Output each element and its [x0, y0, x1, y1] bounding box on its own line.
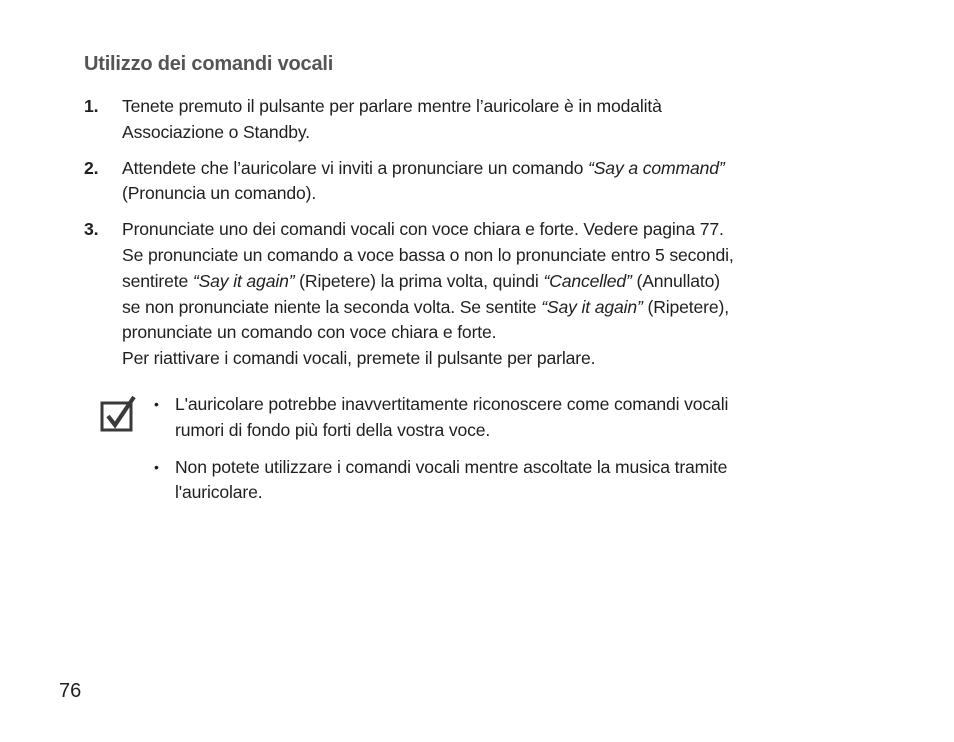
step-text-line: (Pronuncia un comando). — [122, 183, 317, 204]
note-text-line: Non potete utilizzare i comandi vocali mentre ascoltate la musica tramite — [175, 456, 728, 477]
voice-prompt-quote: “Say it again” — [192, 270, 295, 291]
note-text-line: L'auricolare potrebbe inavvertitamente riconoscere come comandi vocali — [175, 394, 729, 414]
step-item — [84, 217, 864, 372]
step-text-line: Associazione o Standby. — [122, 121, 310, 142]
note-text-line: rumori di fondo più forti della vostra voce. — [175, 419, 491, 440]
step-text: (Annullato) — [631, 270, 720, 291]
step-text-line: Pronunciate uno dei comandi vocali con voce chiara e forte. Vedere pagina 77. — [122, 219, 724, 240]
step-text-line: Per riattivare i comandi vocali, premete il pulsante per parlare. — [122, 348, 596, 369]
step-text-line — [122, 269, 864, 295]
step-text-line — [122, 156, 864, 182]
step-text-line: Se pronunciate un comando a voce bassa o non lo pronunciate entro 5 secondi, — [122, 244, 734, 265]
step-item — [84, 156, 864, 208]
note-item — [152, 455, 862, 507]
step-text-line — [122, 295, 864, 321]
step-text-line: pronunciate un comando con voce chiara e forte. — [122, 322, 497, 343]
bullet: • — [154, 458, 159, 475]
section-heading: Utilizzo dei comandi vocali — [84, 53, 334, 75]
checkmark-box-icon — [100, 396, 136, 432]
step-number: 2. — [84, 157, 99, 178]
steps-list — [84, 94, 864, 372]
step-text: (Ripetere) la prima volta, quindi — [294, 270, 544, 291]
step-text: (Ripetere), — [642, 296, 729, 317]
voice-prompt-quote: “Say it again” — [541, 296, 643, 317]
voice-prompt-quote: “Say a command” — [588, 157, 725, 178]
step-number: 1. — [84, 96, 99, 116]
step-text: Attendete che l’auricolare vi inviti a pronunciare un comando — [122, 157, 589, 178]
note-list — [152, 392, 862, 506]
voice-prompt-quote: “Cancelled” — [543, 270, 632, 291]
step-text: se non pronunciate niente la seconda volta. Se sentite — [122, 296, 542, 317]
step-number: 3. — [84, 219, 99, 240]
bullet: • — [154, 396, 159, 412]
page-number: 76 — [59, 680, 82, 702]
note-text-line: l'auricolare. — [175, 482, 263, 503]
step-item — [84, 94, 864, 146]
step-text: sentirete — [122, 270, 193, 291]
step-text-line: Tenete premuto il pulsante per parlare mentre l’auricolare è in modalità — [122, 96, 662, 116]
note-item — [152, 392, 862, 444]
